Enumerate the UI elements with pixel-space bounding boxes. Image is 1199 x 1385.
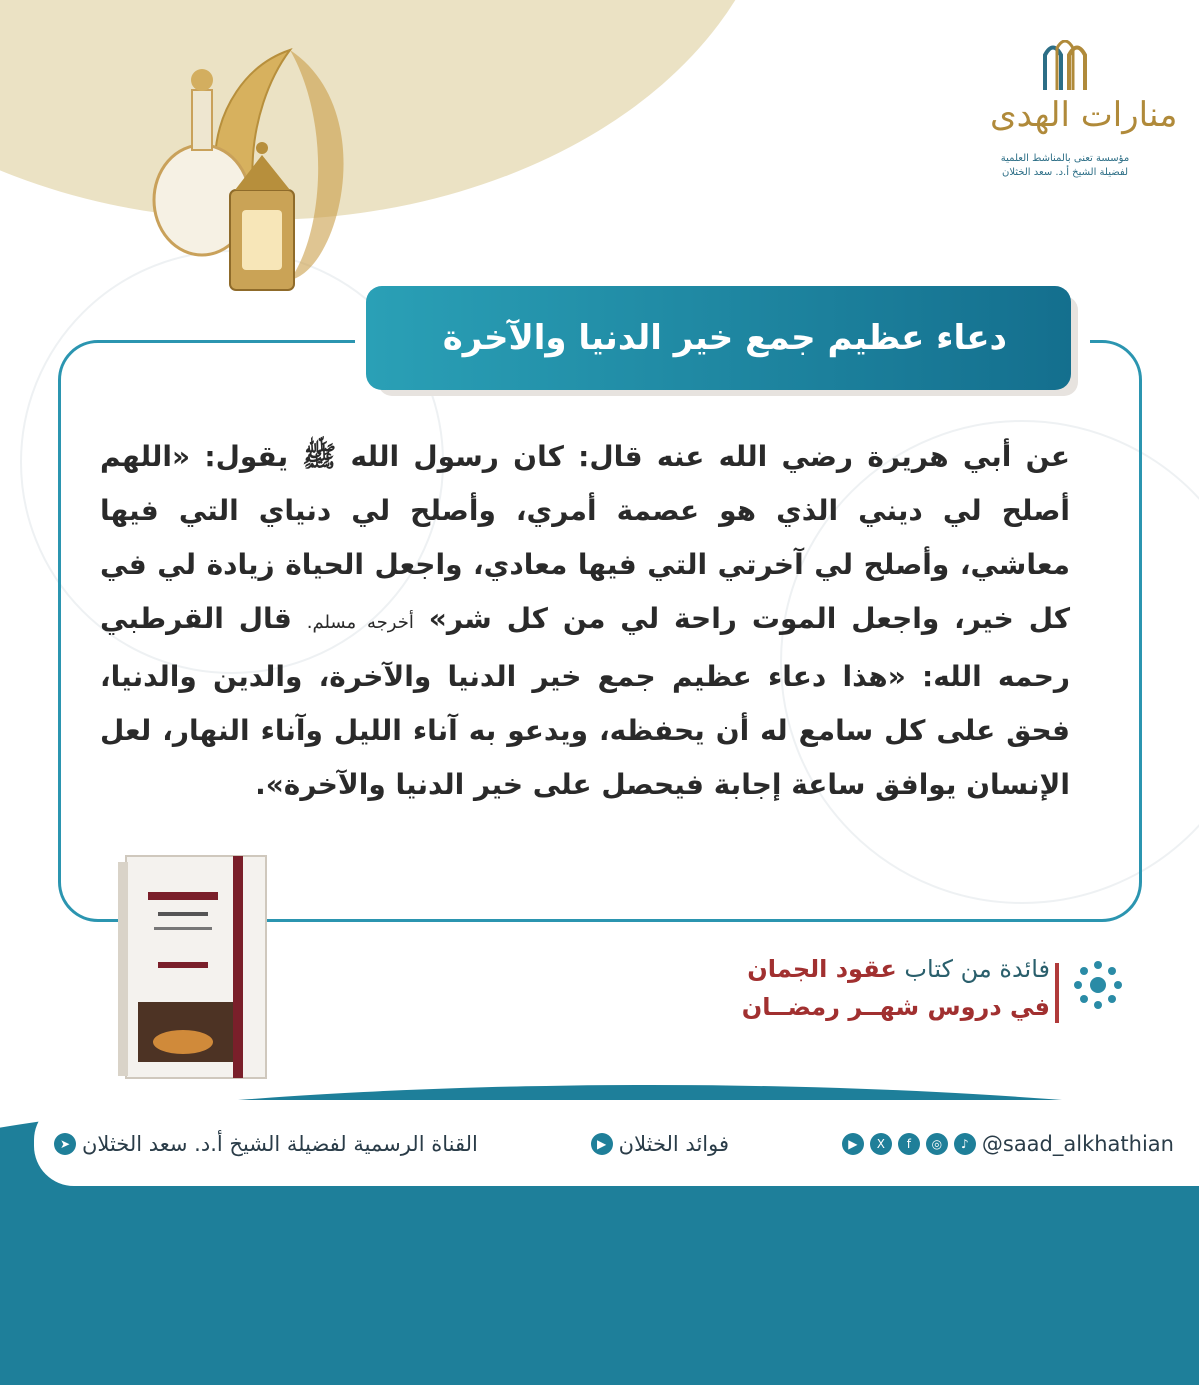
facebook-icon: f — [898, 1133, 920, 1155]
telegram-icon: ➤ — [54, 1133, 76, 1155]
official-channel-text: القناة الرسمية لفضيلة الشيخ أ.د. سعد الخثلان — [82, 1132, 478, 1156]
book-cover-image — [118, 852, 274, 1084]
instagram-icon: ◎ — [926, 1133, 948, 1155]
hadith-text — [100, 430, 1070, 812]
title-bar — [366, 286, 1071, 390]
footer — [34, 1100, 1199, 1186]
hadith-source: أخرجه مسلم. — [306, 612, 414, 633]
book-name: عقود الجمان — [747, 955, 897, 983]
telegram-channel[interactable] — [54, 1132, 478, 1156]
social-handle[interactable] — [842, 1132, 1174, 1156]
benefit-line1 — [747, 955, 1050, 983]
ramadan-crescent-lantern-illustration — [140, 40, 370, 310]
x-icon: X — [870, 1133, 892, 1155]
benefit-divider — [1055, 963, 1059, 1023]
ornament-icon — [1072, 959, 1124, 1011]
logo-arches-icon — [1035, 40, 1095, 90]
youtube-icon: ▶ — [591, 1133, 613, 1155]
tiktok-icon: ♪ — [954, 1133, 976, 1155]
logo-title: منارات الهدى — [990, 95, 1178, 135]
logo-subtitle: مؤسسة تعنى بالمناشط العلمية لفضيلة الشيخ أ.د. سعد الخثلان — [1000, 153, 1130, 178]
logo — [990, 40, 1178, 220]
youtube-icon: ▶ — [842, 1133, 864, 1155]
handle-text: @saad_alkhathian — [981, 1132, 1174, 1156]
book-benefit — [650, 955, 1120, 1035]
decorative-corner-background — [0, 0, 780, 220]
channel-name: فوائد الخثلان — [618, 1132, 730, 1156]
commentary: قال القرطبي رحمه الله: «هذا دعاء عظيم جمع خير الدنيا والآخرة، والدين والدنيا، فحق على كل سامع له أن يحفظه، ويدعو به آناء الليل وآناء النهار، لعل الإنسان يوافق ساعة إجابة فيحصل على خير الدنيا والآخرة». — [100, 602, 1070, 801]
page-title: دعاء عظيم جمع خير الدنيا والآخرة — [442, 318, 1007, 358]
benefit-line2: في دروس شهــر رمضــان — [741, 993, 1050, 1021]
benefit-prefix: فائدة من كتاب — [904, 955, 1050, 983]
youtube-channel[interactable] — [591, 1132, 729, 1156]
hadith: عن أبي هريرة رضي الله عنه قال: كان رسول الله ﷺ يقول: «اللهم أصلح لي ديني الذي هو عصمة أمري، وأصلح لي دنياي التي فيها معاشي، وأصلح لي آخرتي التي فيها معادي، واجعل الحياة زيادة لي في كل خير، واجعل الموت راحة لي من كل شر» — [100, 440, 1071, 635]
